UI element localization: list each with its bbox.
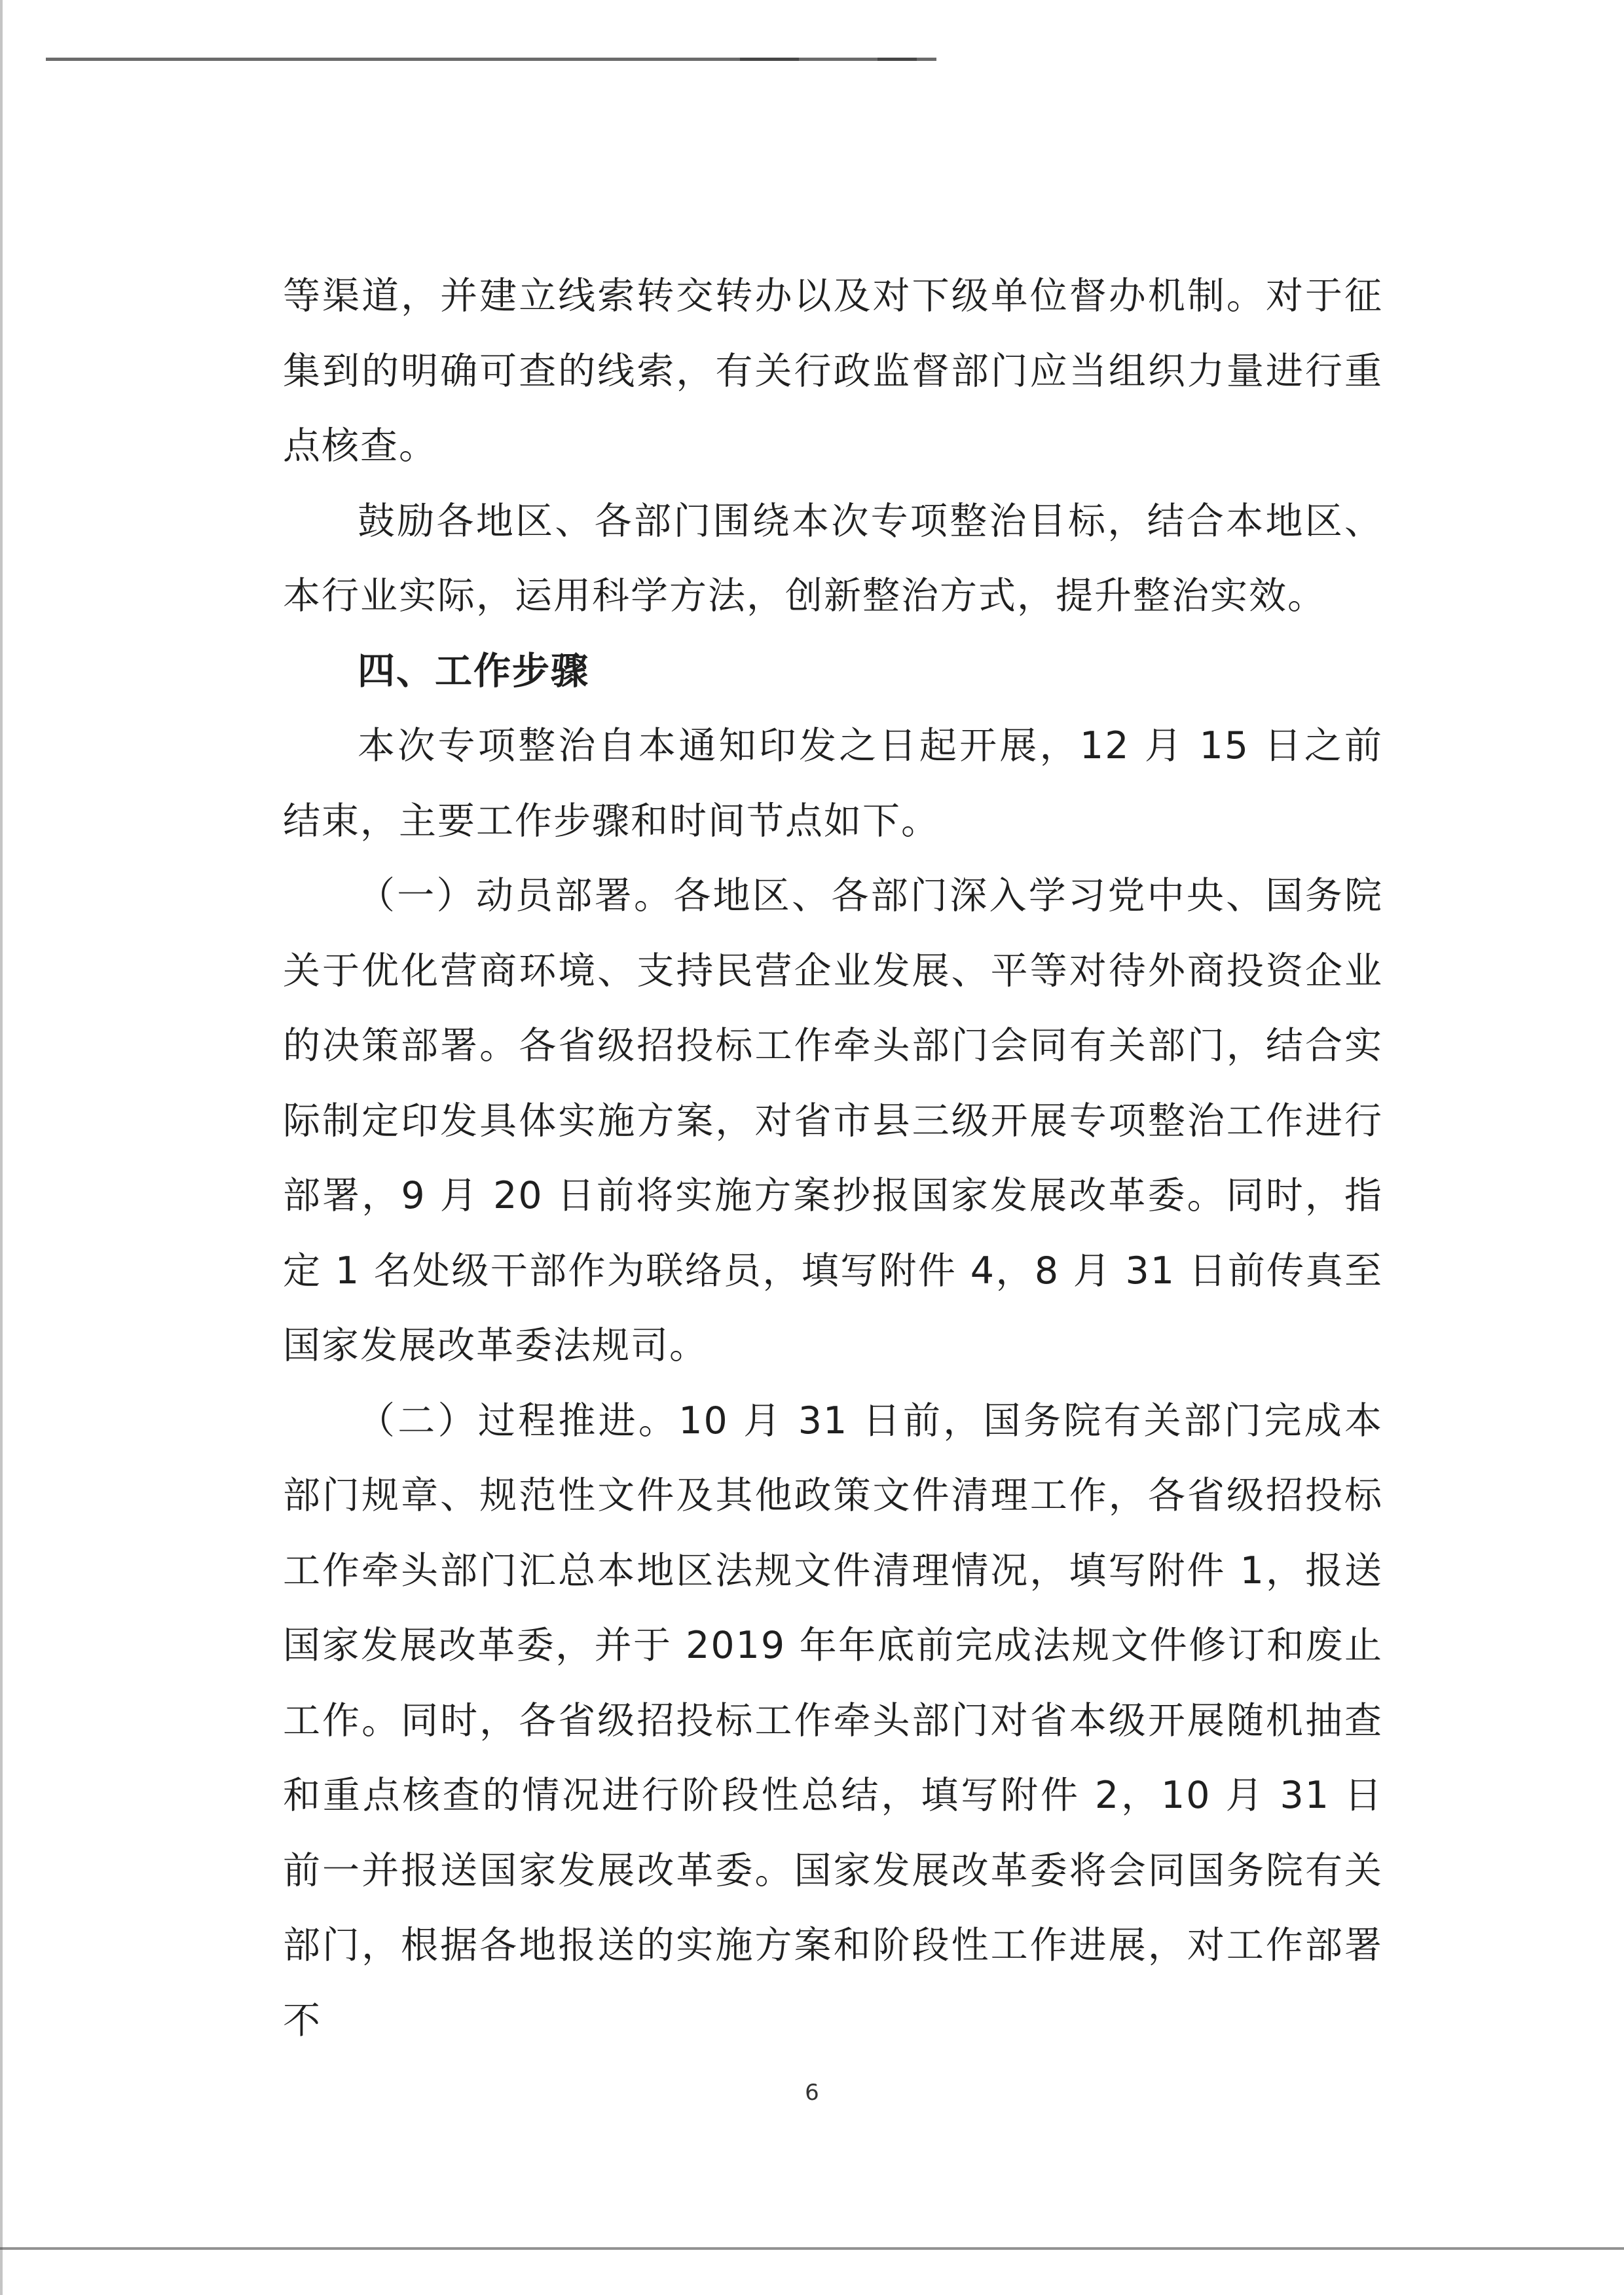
paragraph-encourage: 鼓励各地区、各部门围绕本次专项整治目标，结合本地区、本行业实际，运用科学方法，创新整治方式，提升整治实效。 (283, 499, 1383, 617)
paragraph-timeline: 本次专项整治自本通知印发之日起开展，12 月 15 日之前结束，主要工作步骤和时间节点如下。 (283, 724, 1383, 843)
section-heading-work-steps: 四、工作步骤 (358, 649, 589, 693)
scan-rule-top (46, 58, 936, 61)
paragraph-mobilization: （一）动员部署。各地区、各部门深入学习党中央、国务院关于优化营商环境、支持民营企业发展、平等对待外商投资企业的决策部署。各省级招投标工作牵头部门会同有关部门，结合实际制定印发具体实施方案，对省市县三级开展专项整治工作进行部署，9 月 20 日前将实施方案抄报国家发展改革委。同时，指定 1 名处级干部作为联络员，填写附件 4，8 月 31 日前传真至国家发展改革委法规司。 (283, 874, 1383, 1367)
document-body (283, 259, 1383, 2058)
page-number: 6 (805, 2080, 819, 2106)
scan-rule-top-fragment (877, 58, 917, 61)
scan-rule-bottom (0, 2247, 1624, 2250)
scan-rule-top-fragment (740, 58, 799, 61)
paragraph-process: （二）过程推进。10 月 31 日前，国务院有关部门完成本部门规章、规范性文件及其他政策文件清理工作，各省级招投标工作牵头部门汇总本地区法规文件清理情况，填写附件 1，报送国家发展改革委，并于 2019 年年底前完成法规文件修订和废止工作。同时，各省级招投标工作牵头部门对省本级开展随机抽查和重点核查的情况进行阶段性总结，填写附件 2，10 月 31 日前一并报送国家发展改革委。国家发展改革委将会同国务院有关部门，根据各地报送的实施方案和阶段性工作进展，对工作部署不 (283, 1399, 1383, 2042)
scan-edge-left (0, 0, 3, 2295)
paragraph-continuation: 等渠道，并建立线索转交转办以及对下级单位督办机制。对于征集到的明确可查的线索，有关行政监督部门应当组织力量进行重点核查。 (283, 274, 1383, 468)
